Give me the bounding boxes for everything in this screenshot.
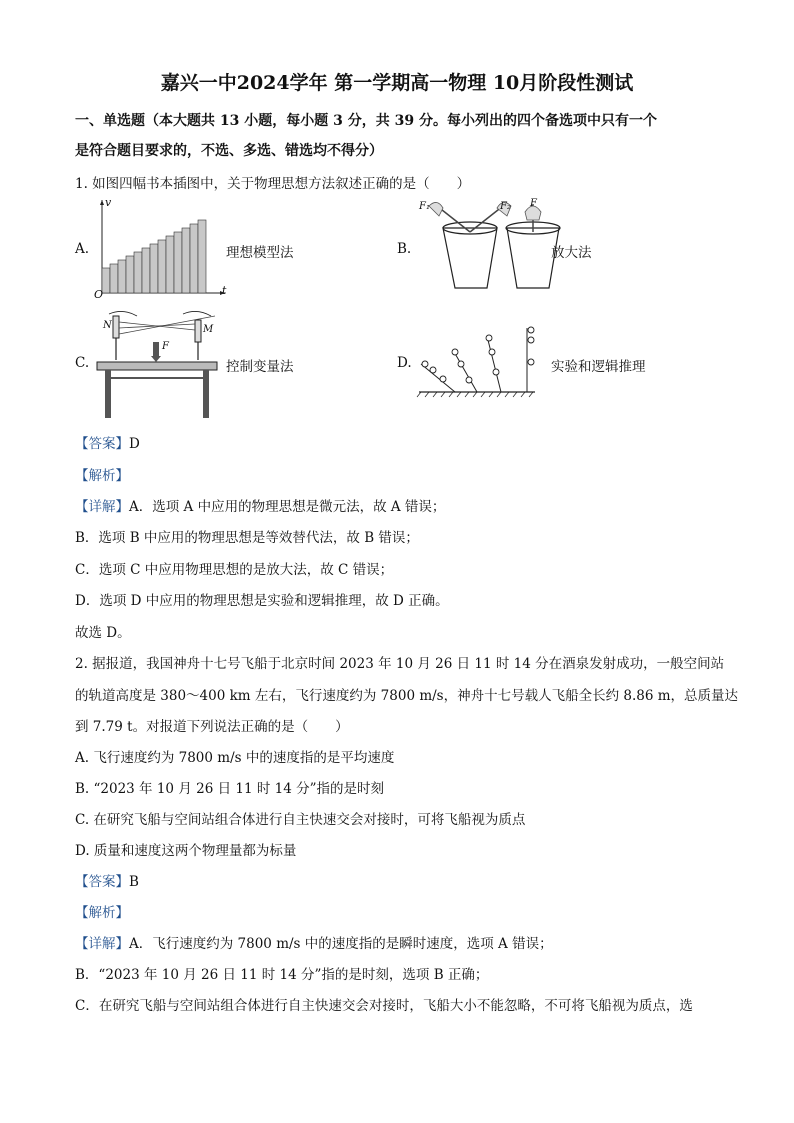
q2-answer-value: B [129, 874, 139, 890]
q1-option-a-label: 理想模型法 [226, 245, 294, 261]
q2-option-c: C. 在研究飞船与空间站组合体进行自主快速交会对接时，可将飞船视为质点 [75, 812, 526, 828]
q2-option-b: B. “2023 年 10 月 26 日 11 时 14 分”指的是时刻 [75, 781, 384, 797]
q1-option-b-letter: B. [397, 241, 412, 257]
q1-option-c-letter: C. [75, 355, 90, 371]
q1-fig-b-f2-label: F₂ [500, 201, 511, 212]
q2-answer-row [75, 870, 139, 890]
q2-option-a: A. 飞行速度约为 7800 m/s 中的速度指的是平均速度 [75, 750, 395, 766]
q1-answer-row [75, 432, 140, 452]
q2-option-d: D. 质量和速度这两个物理量都为标量 [75, 843, 297, 859]
q1-option-b-label: 放大法 [551, 245, 592, 261]
q1-explanation-d: D．选项 D 中应用的物理思想是实验和逻辑推理，故 D 正确。 [75, 593, 449, 609]
q1-fig-b-f1-label: F₁ [419, 201, 430, 212]
q2-explanation-b: B．“2023 年 10 月 26 日 11 时 14 分”指的是时刻，选项 B 正确； [75, 967, 489, 983]
q2-stem-line1: 2. 据报道，我国神舟十七号飞船于北京时间 2023 年 10 月 26 日 11 时 14 分在酒泉发射成功，一般空间站 [75, 656, 725, 672]
q1-answer-tag: 【答案】 [75, 436, 129, 452]
q1-stem: 1. 如图四幅书本插图中，关于物理思想方法叙述正确的是（ ） [75, 176, 471, 192]
q1-figure-b-buckets [415, 198, 565, 298]
page-title: 嘉兴一中2024学年 第一学期高一物理 10月阶段性测试 [160, 72, 634, 94]
q1-fig-c-f-label: F [162, 341, 169, 352]
q2-explanation-a: 【详解】A．飞行速度约为 7800 m/s 中的速度指的是瞬时速度，选项 A 错误； [75, 936, 553, 952]
q1-figure-d-inclines [415, 322, 540, 397]
section-heading-line2: 是符合题目要求的，不选、多选、错选均不得分） [75, 143, 383, 159]
q2-explanation-c: C．在研究飞船与空间站组合体进行自主快速交会对接时，飞船大小不能忽略，不可将飞船视为质点，选 [75, 998, 693, 1014]
q2-detail-tag: 【详解】 [75, 936, 129, 952]
q1-fig-a-v-label: v [105, 196, 112, 209]
q1-option-d-letter: D. [397, 355, 412, 371]
q1-fig-c-m-label: M [203, 324, 214, 335]
q1-explanation-c: C．选项 C 中应用物理思想的是放大法，故 C 错误； [75, 562, 394, 578]
q1-conclusion: 故选 D。 [75, 625, 131, 641]
q2-analysis-tag: 【解析】 [75, 905, 129, 921]
q1-option-a-letter: A. [75, 241, 90, 257]
q1-figure-a-vt-graph [90, 198, 230, 298]
q1-fig-b-f-label: F [530, 198, 537, 209]
q1-explanation-b: B．选项 B 中应用的物理思想是等效替代法，故 B 错误； [75, 530, 419, 546]
q2-answer-tag: 【答案】 [75, 874, 129, 890]
q2-stem-line2: 的轨道高度是 380～400 km 左右，飞行速度约为 7800 m/s，神舟十七号载人飞船全长约 8.86 m，总质量达 [75, 688, 739, 704]
q1-fig-a-t-label: t [222, 284, 227, 297]
q1-explanation-a: 【详解】A．选项 A 中应用的物理思想是微元法，故 A 错误； [75, 499, 446, 515]
section-heading-line1: 一、单选题（本大题共 13 小题，每小题 3 分，共 39 分。每小列出的四个备选项中只有一个 [75, 113, 657, 129]
q1-answer-value: D [129, 436, 140, 452]
q1-option-c-label: 控制变量法 [226, 359, 294, 375]
q1-option-d-label: 实验和逻辑推理 [551, 359, 646, 375]
q1-analysis-tag: 【解析】 [75, 468, 129, 484]
q1-fig-c-n-label: N [103, 320, 112, 331]
q1-fig-a-origin-label: O [94, 288, 104, 301]
q1-detail-tag: 【详解】 [75, 499, 129, 515]
q2-stem-line3: 到 7.79 t。对报道下列说法正确的是（ ） [75, 719, 349, 735]
